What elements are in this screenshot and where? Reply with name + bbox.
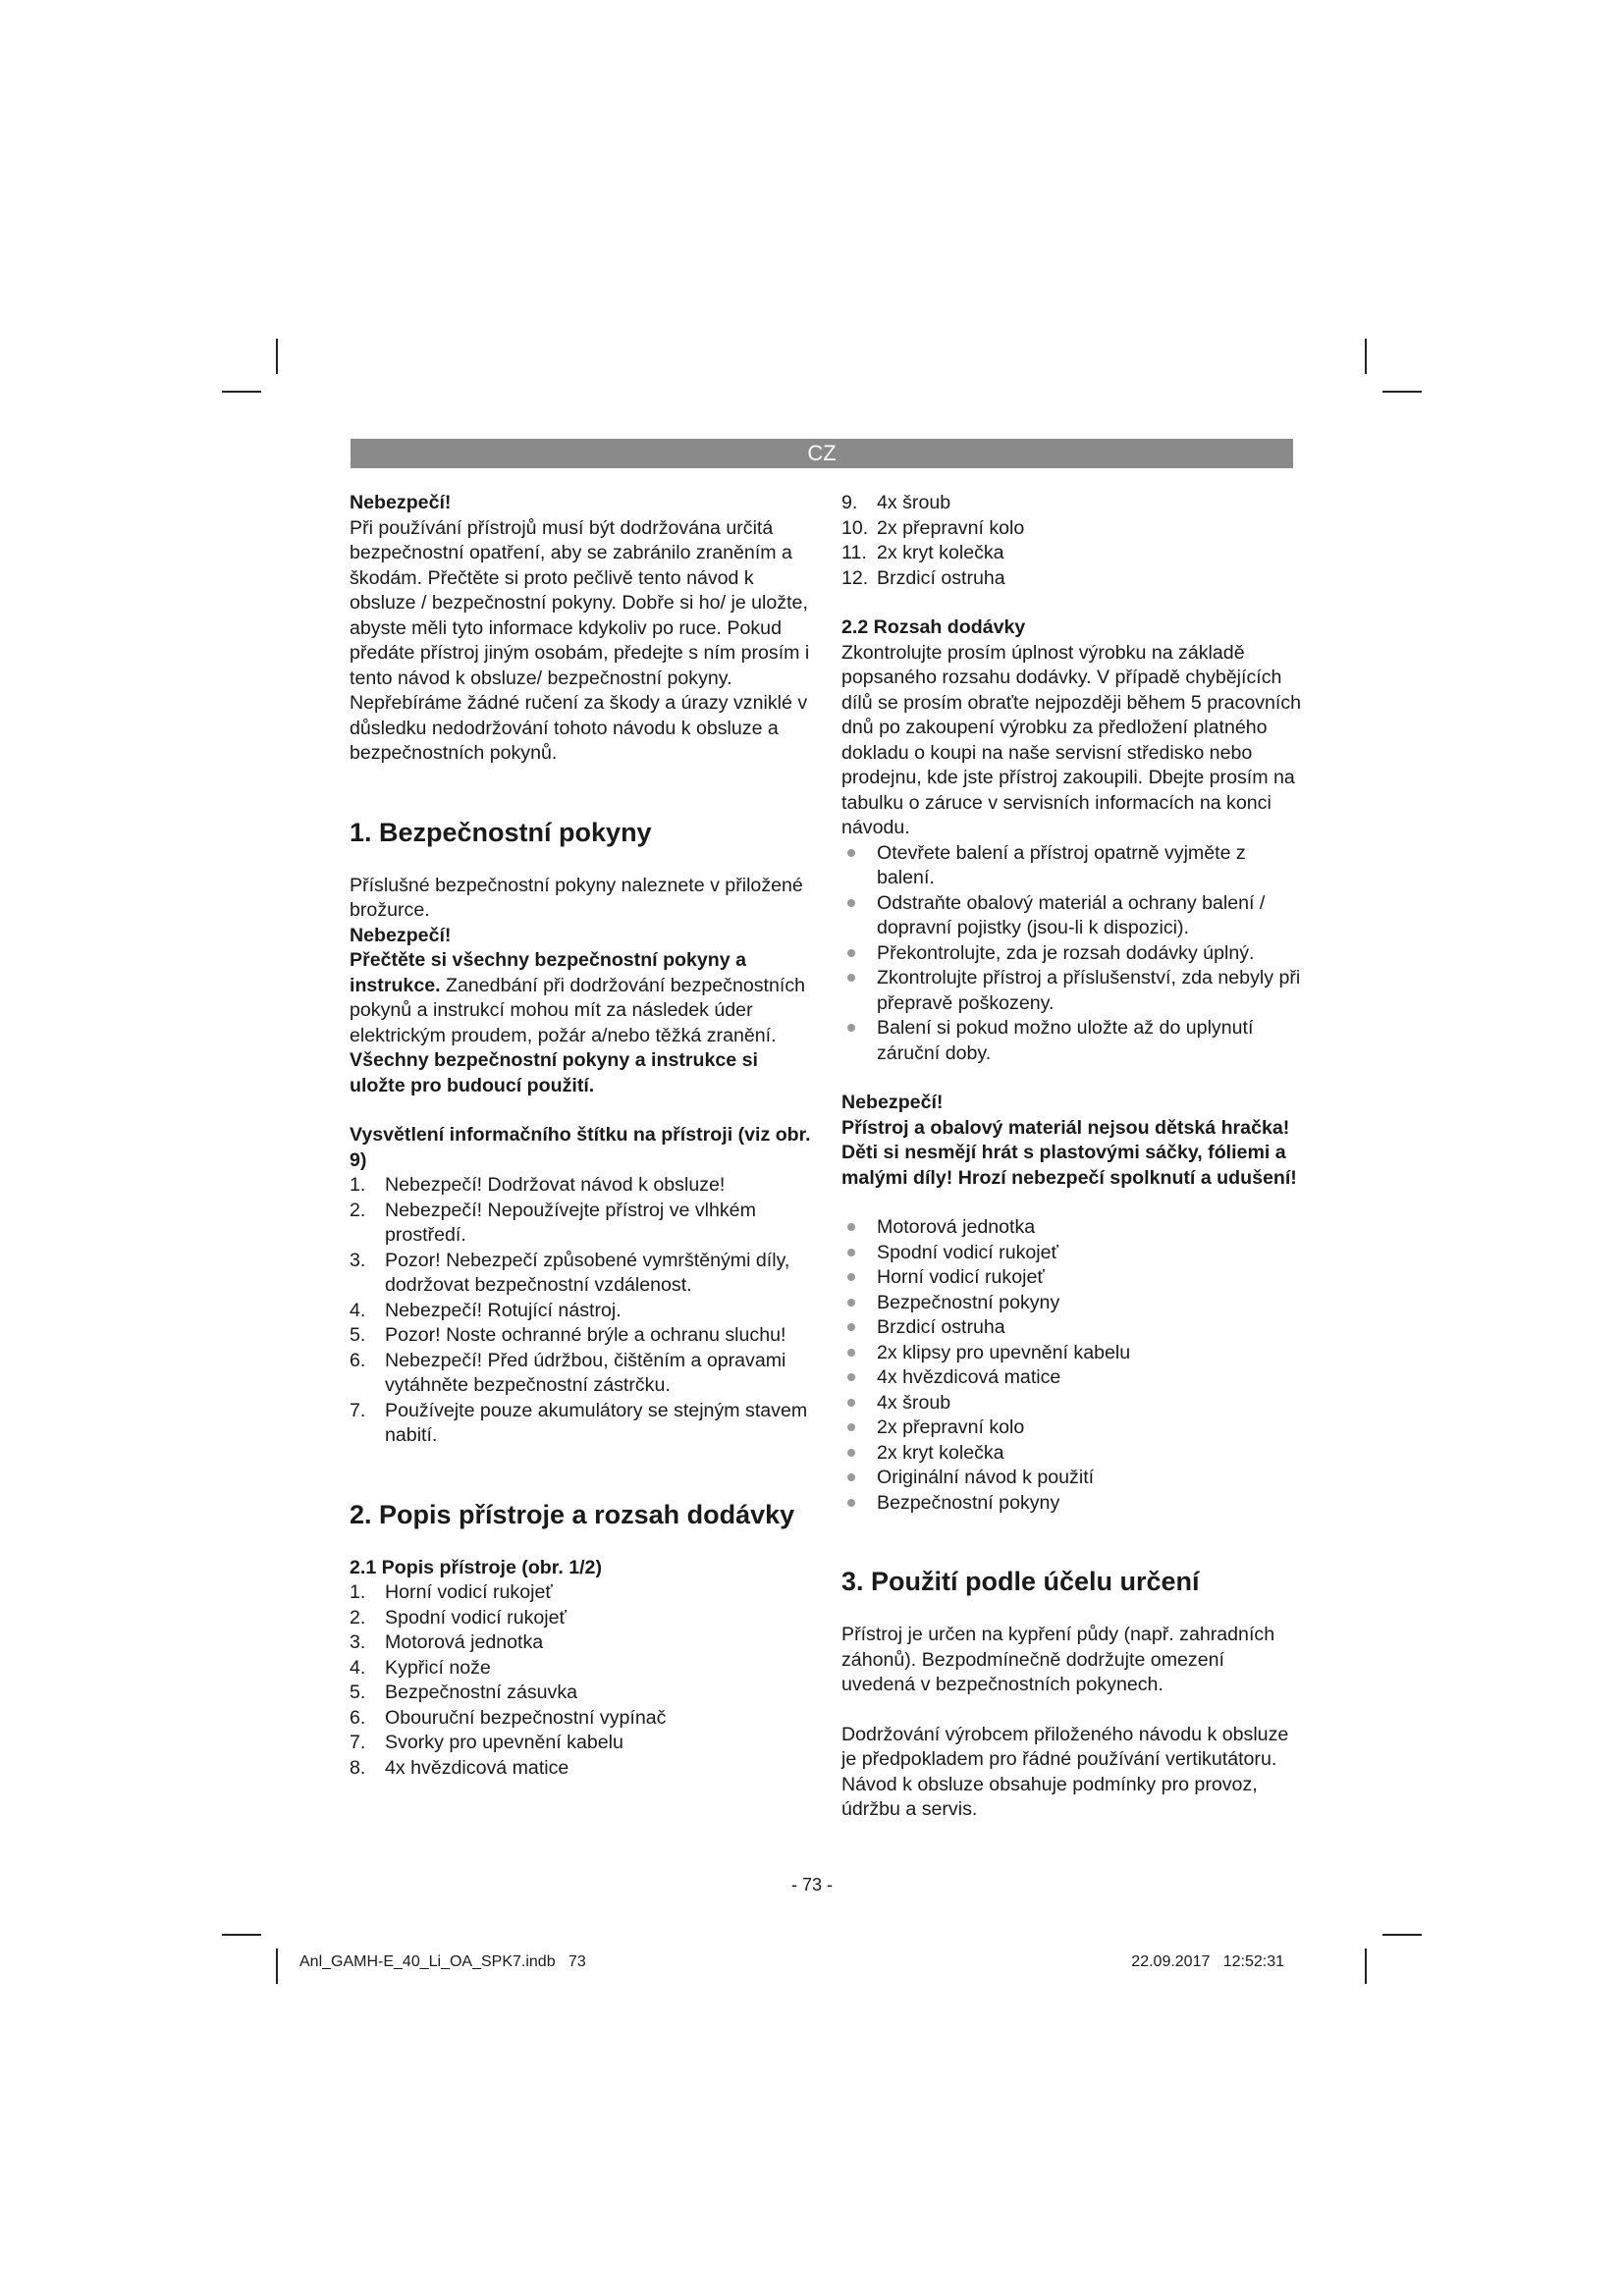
- device-parts-list-continued: [841, 491, 1303, 591]
- language-header-bar: [351, 439, 1293, 468]
- left-column: [350, 491, 811, 1781]
- section-2-title: 2. Popis přístroje a rozsah dodávky: [350, 1499, 795, 1529]
- list-item: 10. 2x přepravní kolo: [841, 516, 1025, 539]
- section-1-warning-paragraph: [350, 948, 811, 1098]
- list-item: Brzdicí ostruha: [841, 1315, 1303, 1341]
- list-item: Bezpečnostní pokyny: [841, 1291, 1303, 1316]
- unpacking-steps-list: [841, 841, 1303, 1067]
- list-item: Balení si pokud možno uložte až do uplynutí záruční doby.: [841, 1016, 1303, 1066]
- crop-mark: [1365, 339, 1367, 374]
- list-item: 1. Horní vodicí rukojeť: [350, 1581, 553, 1603]
- section-2-2-title: 2.2 Rozsah dodávky: [841, 616, 1026, 638]
- list-item: 1. Nebezpečí! Dodržovat návod k obsluze!: [350, 1174, 726, 1196]
- crop-mark: [1382, 1934, 1422, 1936]
- list-item: 6. Obouruční bezpečnostní vypínač: [350, 1706, 667, 1729]
- delivery-contents-list: [841, 1215, 1303, 1516]
- crop-mark: [1382, 391, 1422, 393]
- list-item: 4x šroub: [841, 1391, 1303, 1416]
- list-item: Originální návod k použití: [841, 1466, 1303, 1491]
- list-item: 8. 4x hvězdicová matice: [350, 1756, 569, 1779]
- section-3-paragraph-1: Přístroj je určen na kypření půdy (např. zahradních záhonů). Bezpodmínečně dodržujte omezení uvedená v bezpečnostních pokynech.: [841, 1624, 1275, 1695]
- list-item: Bezpečnostní pokyny: [841, 1491, 1303, 1517]
- list-item: Otevřete balení a přístroj opatrně vyjměte z balení.: [841, 841, 1303, 891]
- section-1-warning-bold-1: Přečtěte si všechny bezpečnostní pokyny a instrukce.: [350, 949, 747, 996]
- list-item: 2x přepravní kolo: [841, 1415, 1303, 1441]
- label-explanation-list: [350, 1173, 811, 1449]
- list-item: 4. Kypřicí nože: [350, 1656, 491, 1679]
- device-parts-list: [350, 1580, 811, 1781]
- list-item: 7. Svorky pro upevnění kabelu: [350, 1732, 623, 1753]
- section-1-intro: Příslušné bezpečnostní pokyny naleznete v přiložené brožurce.: [350, 874, 803, 921]
- section-3-title: 3. Použití podle účelu určení: [841, 1567, 1200, 1596]
- list-item: Odstraňte obalový materiál a ochrany balení / dopravní pojistky (jsou-li k dispozici).: [841, 891, 1303, 941]
- list-item: 2. Spodní vodicí rukojeť: [350, 1606, 567, 1629]
- list-item: 6. Nebezpečí! Před údržbou, čištěním a opravami vytáhněte bezpečnostní zástrčku.: [350, 1349, 786, 1396]
- warning-text: Při používání přístrojů musí být dodržována určitá bezpečnostní opatření, aby se zabránilo zraněním a škodám. Přečtěte si proto pečlivě tento návod k obsluze / bezpečnostní pokyny. Dobře si ho/ je uložte, abyste měli tyto informace kdykoliv po ruce. Pokud předáte přístroj jiným osobám, předejte s ním prosím i tento návod k obsluze/ bezpečnostní pokyny. Nepřebíráme žádné ručení za škody a úrazy vzniklé v důsledku nedodržování tohoto návodu k obsluze a bezpečnostních pokynů.: [350, 516, 810, 764]
- label-explanation-title: Vysvětlení informačního štítku na přístroji (viz obr. 9): [350, 1124, 811, 1171]
- list-item: 7. Používejte pouze akumulátory se stejným stavem nabití.: [350, 1399, 808, 1446]
- warning-title: Nebezpečí!: [350, 492, 452, 513]
- section-2-2-text: Zkontrolujte prosím úplnost výrobku na základě popsaného rozsahu dodávky. V případě chybějících dílů se prosím obraťte nejpozději během 5 pracovních dnů po zakoupení výrobku za předložení platného dokladu o koupi na naše servisní středisko nebo prodejnu, kde jste přístroj zakoupili. Dbejte prosím na tabulku o záruce v servisních informacích na konci návodu.: [841, 641, 1302, 838]
- section-3-paragraph-2: Dodržování výrobcem přiloženého návodu k obsluze je předpokladem pro řádné používání vertikutátoru. Návod k obsluze obsahuje podmínky pro provoz, údržbu a servis.: [841, 1723, 1289, 1820]
- crop-mark: [276, 1949, 278, 1984]
- warning-2-title: Nebezpečí!: [841, 1092, 944, 1113]
- crop-mark: [1365, 1949, 1367, 1984]
- crop-mark: [222, 1934, 261, 1936]
- section-1-warning-bold-2: Všechny bezpečnostní pokyny a instrukce si uložte pro budoucí použití.: [350, 1049, 758, 1096]
- crop-mark: [276, 339, 278, 374]
- list-item: Horní vodicí rukojeť: [841, 1265, 1303, 1291]
- list-item: Překontrolujte, zda je rozsah dodávky úplný.: [841, 941, 1303, 967]
- list-item: 9. 4x šroub: [841, 492, 951, 513]
- list-item: 2x kryt kolečka: [841, 1441, 1303, 1467]
- section-1-warning-text: Zanedbání při dodržování bezpečnostních pokynů a instrukcí mohou mít za následek úder elektrickým proudem, požár a/nebo těžká zranění.: [350, 974, 806, 1046]
- language-code: CZ: [807, 441, 837, 465]
- right-column: [841, 491, 1303, 1823]
- section-1-title: 1. Bezpečnostní pokyny: [350, 817, 652, 847]
- list-item: 3. Pozor! Nebezpečí způsobené vymrštěnými díly, dodržovat bezpečnostní vzdálenost.: [350, 1249, 790, 1296]
- list-item: 11. 2x kryt kolečka: [841, 542, 1004, 563]
- list-item: 4x hvězdicová matice: [841, 1365, 1303, 1391]
- footer-timestamp: 22.09.2017 12:52:31: [1131, 1953, 1284, 1970]
- list-item: Motorová jednotka: [841, 1215, 1303, 1241]
- warning-2-text: Přístroj a obalový materiál nejsou dětská hračka! Děti si nesmějí hrát s plastovými sáčky, fóliemi a malými díly! Hrozí nebezpečí spolknutí a udušení!: [841, 1116, 1297, 1189]
- section-2-1-title: 2.1 Popis přístroje (obr. 1/2): [350, 1556, 602, 1578]
- list-item: 2. Nebezpečí! Nepoužívejte přístroj ve vlhkém prostředí.: [350, 1199, 756, 1246]
- list-item: 2x klipsy pro upevnění kabelu: [841, 1341, 1303, 1366]
- list-item: 4. Nebezpečí! Rotující nástroj.: [350, 1299, 622, 1321]
- section-1-warning-title: Nebezpečí!: [350, 924, 452, 946]
- list-item: Zkontrolujte přístroj a příslušenství, zda nebyly při přepravě poškozeny.: [841, 966, 1303, 1016]
- footer-file-name: Anl_GAMH-E_40_Li_OA_SPK7.indb 73: [299, 1953, 586, 1970]
- list-item: Spodní vodicí rukojeť: [841, 1241, 1303, 1266]
- list-item: 12. Brzdicí ostruha: [841, 566, 1005, 589]
- crop-mark: [222, 391, 261, 393]
- list-item: 5. Bezpečnostní zásuvka: [350, 1682, 578, 1703]
- list-item: 5. Pozor! Noste ochranné brýle a ochranu sluchu!: [350, 1324, 786, 1346]
- list-item: 3. Motorová jednotka: [350, 1631, 544, 1653]
- page-number: - 73 -: [790, 1875, 833, 1895]
